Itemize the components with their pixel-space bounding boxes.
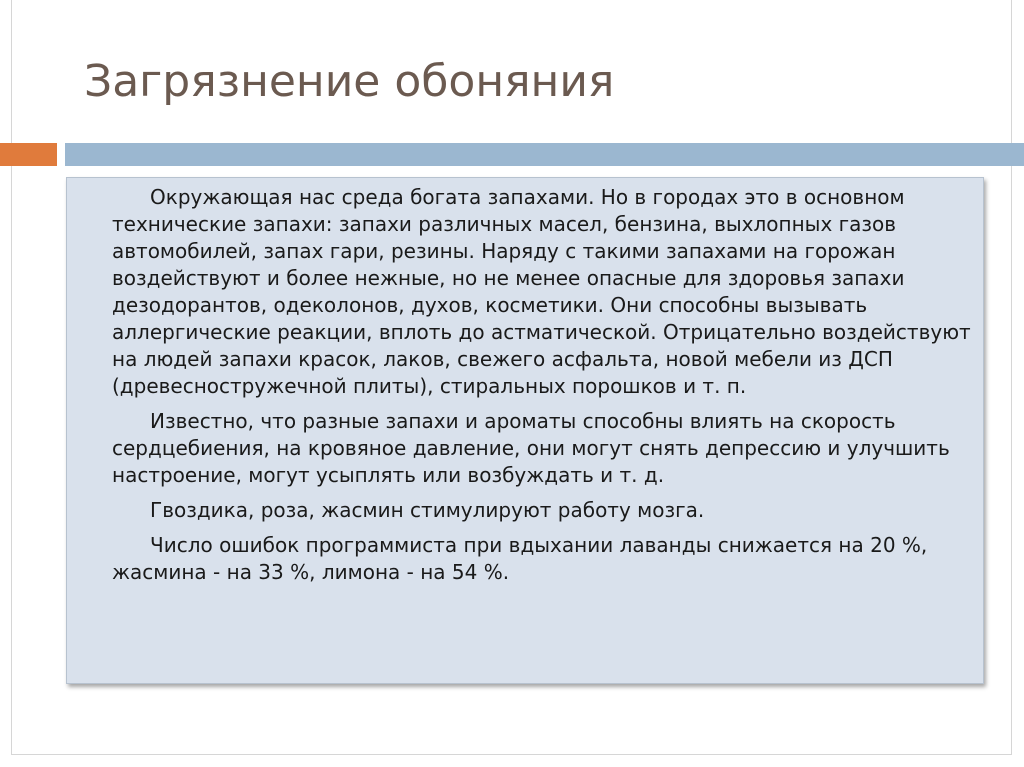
- paragraph-2: Известно, что разные запахи и ароматы способны влиять на скорость сердцебиения, на кровяное давление, они могут снять депрессию и улучшить настроение, могут усыплять или возбуждать и т. д.: [112, 409, 950, 487]
- paragraph-1: Окружающая нас среда богата запахами. Но в городах это в основном технические запахи: запахи различных масел, бензина, выхлопных газов автомобилей, запах гари, резины. Наряду с такими запахами на горожан воздействуют и более нежные, но не менее опасные для здоровья запахи дезодорантов, одеколонов, духов, косметики. Они способны вызывать аллергические реакции, вплоть до астматической. Отрицательно воздействуют на людей запахи красок, лаков, свежего асфальта, новой мебели из ДСП (древесностружечной плиты), стиральных порошков и т. п.: [112, 185, 971, 398]
- accent-bar-blue: [65, 143, 1024, 166]
- slide-title: Загрязнение обоняния: [84, 56, 615, 107]
- body-text: [112, 184, 974, 594]
- paragraph-3: Гвоздика, роза, жасмин стимулируют работу мозга.: [150, 498, 705, 522]
- accent-bar-orange: [0, 143, 57, 166]
- paragraph-4: Число ошибок программиста при вдыхании лаванды снижается на 20 %, жасмина - на 33 %, лимона - на 54 %.: [112, 533, 928, 584]
